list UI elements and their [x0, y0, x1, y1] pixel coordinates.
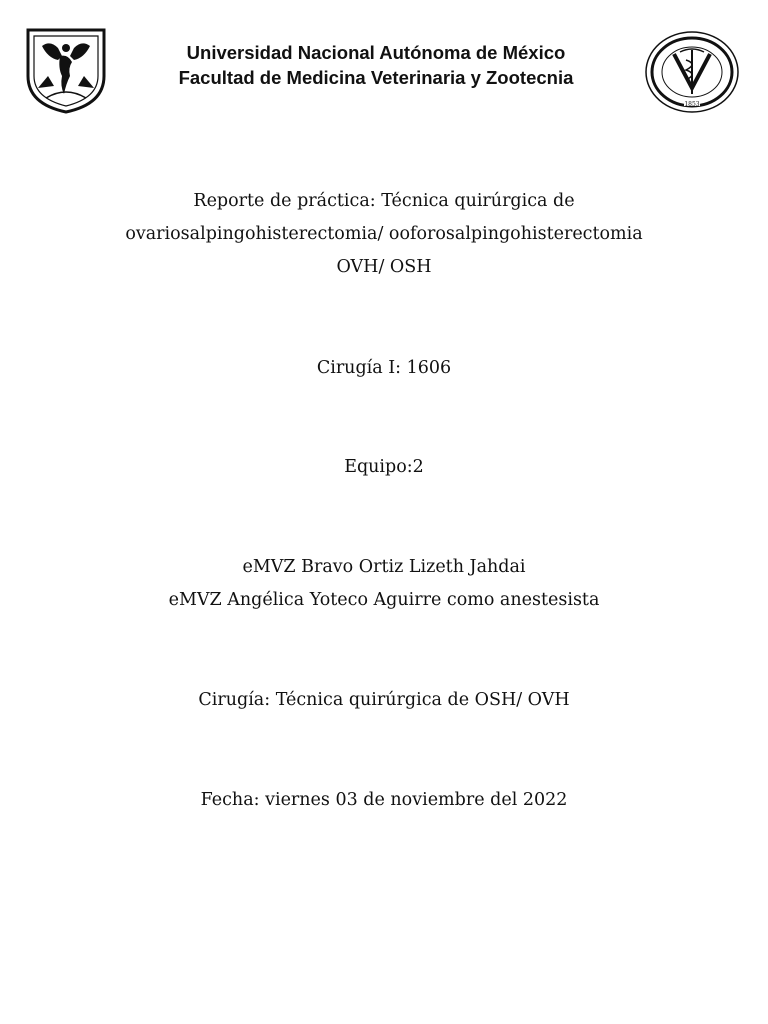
- date-label: [60, 784, 708, 817]
- surgery-text: Cirugía: Técnica quirúrgica de OSH/ OVH: [198, 690, 570, 710]
- member-item: eMVZ Bravo Ortiz Lizeth Jahdai: [242, 557, 526, 577]
- institution-header: [130, 40, 622, 90]
- fmvz-seal-icon: [644, 30, 740, 114]
- title-line: OVH/ OSH: [336, 257, 432, 277]
- team-text: Equipo:2: [344, 457, 424, 477]
- university-name: Universidad Nacional Autónoma de México: [186, 42, 566, 63]
- course-label: [60, 352, 708, 385]
- unam-seal-icon: [24, 26, 108, 114]
- title-line: Reporte de práctica: Técnica quirúrgica de: [193, 191, 575, 211]
- report-title: [60, 185, 708, 284]
- member-item: eMVZ Angélica Yoteco Aguirre como anestesista: [168, 590, 600, 610]
- title-line: ovariosalpingohisterectomia/ ooforosalpingohisterectomia: [125, 224, 643, 244]
- faculty-name: Facultad de Medicina Veterinaria y Zootecnia: [178, 67, 574, 88]
- members-list: [60, 551, 708, 617]
- course-text: Cirugía I: 1606: [316, 358, 452, 378]
- surgery-label: [60, 684, 708, 717]
- seal-year: 1853: [684, 101, 700, 108]
- team-label: [60, 451, 708, 484]
- date-text: Fecha: viernes 03 de noviembre del 2022: [200, 790, 568, 810]
